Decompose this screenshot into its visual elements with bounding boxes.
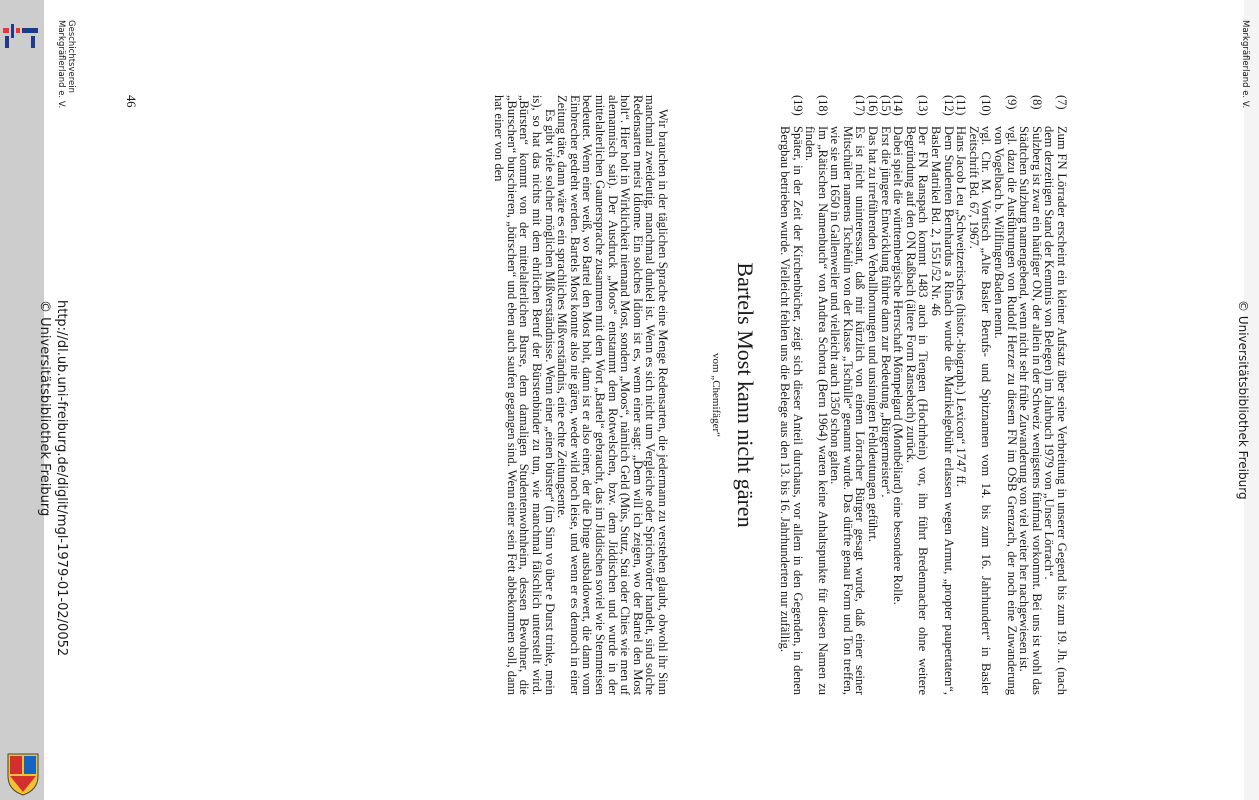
footnotes-block [778, 95, 1068, 695]
page-header-cut-small-text: Markgräflerland e. V. [1240, 20, 1250, 109]
footnote-item [929, 95, 954, 695]
footnote-number: (15) [878, 95, 893, 116]
footnote-number: (11) [954, 95, 969, 116]
article-heading [710, 95, 758, 695]
footnote-item [904, 95, 929, 695]
footnote-text: Erst die jüngere Entwicklung führte dann zur Bedeutung „Bürgermeister“. [878, 126, 893, 498]
footnote-item [992, 95, 1017, 695]
footnote-text: vgl. Chr. M. Vortisch „Alte Basler Berufs- und Spitznamen vom 14. bis zum 16. Jahrhundert“ in Basler Zeitschrift Bd. 67, 1967. [966, 126, 994, 695]
footnote-text: Hans Jacob Leu „Schweitzerisches (histor.-biograph.) Lexicon“ 1747 ff. [954, 126, 969, 487]
footnote-number: (7) [1055, 95, 1069, 110]
footnote-number: (9) [1004, 95, 1019, 110]
scanned-page [37, 0, 1250, 800]
footnote-number: (14) [891, 95, 906, 116]
footnote-number: (13) [916, 95, 931, 116]
footer-institution [56, 20, 76, 108]
footnote-item [1043, 95, 1068, 695]
footnote-text: Der FN Ranspach kommt 1483 auch in Tiengen (Hochrhein) vor, ihn führt Bredenmacher ohne weitere Begründung auf den ON Raßbach (ältere Form Ransebach) zurück. [903, 126, 931, 695]
footnote-number: (18) [815, 95, 830, 116]
footnote-number: (12) [941, 95, 956, 116]
footnote-number: (8) [1029, 95, 1044, 110]
library-logo-icon [3, 14, 41, 50]
footnote-number: (19) [790, 95, 805, 116]
footnote-text: Zum FN Lörrader erscheint ein kleiner Aufsatz über seine Verbreitung in unserer Gegend bis zum 19. Jh. (nach dem derzeitigen Stand der Kenntnis von Belegen) im Jahrbuch 1979 von „Unser Lörrach“. [1042, 126, 1069, 695]
footer-url-link[interactable]: http://dl.ub.uni-freiburg.de/diglit/mgl-1979-01-02/0052 [54, 300, 69, 657]
article-paragraph: Wir brauchen in der täglichen Sprache eine Menge Redensarten, die jedermann zu verstehen glaubt, obwohl ihr Sinn manchmal zweideutig, manchmal dunkel ist. Wenn es sich nicht um Vergleiche oder Sprichwörter handelt, sind solche Redensarten meist Idiome. Ein solches Idiom ist es, wenn einer sagt: „Dem will ich zeigen, wo der Bartel den Most holt“. Hier holt in Wirklichkeit niemand Most, sondern „Moos“, nämlich Geld (Mùs, Stutz, Stai oder Chies wie men uf alemannisch sait). Der Ausdruck „Moos“ entstammt dem Rotwelschen, bzw. dem Jiddischen und wurde in der mittelalterlichen Gaunersprache zusammen mit dem Wort „Bartel“ gebraucht, das im Jiddischen soviel wie Stemmeisen bedeutet. Wenn einer weiß, wo Bartel den Most holt, dann ist er also einer, der die Dinge ausbaldowert, die dann vom Einbrecher gedreht werden. Bartels Most konnte also nie gären, weder wild noch leise, und wenn er es dennoch in einer Zeitung täte, dann wäre es ein sprachliches Mißverständnis, eine echte Zeitungsente. [555, 95, 670, 695]
institution-line: Geschichtsverein [66, 20, 76, 94]
footnote-text: Im „Rätischen Namenbuch“ von Andrea Schorta (Bern 1964) waren keine Anhaltspunkte für diesen Namen zu finden. [803, 126, 830, 695]
footnote-number: (17) [853, 95, 868, 116]
page-number: 46 [124, 95, 138, 108]
footnote-item [1018, 95, 1043, 695]
coat-of-arms-icon [6, 752, 40, 796]
footnote-item [892, 95, 905, 695]
footnote-item [967, 95, 992, 695]
footnote-text: Sulzberg ist zwar ein häufiger ON, der allein in der Schweiz wenigstens fünfmal vorkommt. Bei uns ist wohl das Städtchen Sulzburg namengebend, wenn nicht sehr frühe Zuwanderung von viel weiter her nachgewiesen ist. [1017, 126, 1044, 695]
footnote-item [867, 95, 880, 695]
article-byline: vom „Chemifäger“ [710, 353, 722, 437]
footnote-item [778, 95, 803, 695]
footnote-number: (16) [866, 95, 881, 116]
footer-copyright: © Universitätsbibliothek Freiburg [37, 300, 52, 517]
footnote-item [955, 95, 968, 695]
footnote-text: Dabei spielt die württembergische Herrschaft Mömpelgard (Montbéliard) eine besondere Rolle. [891, 126, 906, 605]
rotated-page-content [37, 0, 1250, 800]
footnote-text: Das hat zu irreführenden Verballhornungen und unsinnigen Fehldeutungen geführt. [866, 126, 881, 542]
footnote-text: Es ist nicht uninteressant, daß mir kürzlich von einem Lörracher Bürger gesagt wurde, daß einer seiner Mitschüler namens Tschéulin von der Klasse „Tschülle“ genannt wurde. Das dürfte genau Form und Ton treffen, wie sie um 1650 in Gallenweiler und vielleicht auch 1350 schon galten. [828, 126, 868, 695]
footnote-text: vgl. dazu die Ausführungen von Rudolf Herzer zu diesem FN im OSB Grenzach, der noch eine Zuwanderung von Vogelbach b. Wilflingen/Baden nennt. [992, 126, 1019, 695]
footnote-item [829, 95, 867, 695]
footnote-text: Dem Studenten Bernhardus a Rinach wurde die Matrikelgebühr erlassen wegen Armut, „propter paupertatem“, Basler Matrikel Bd. 2, 1551/52 Nr. 46 [929, 126, 956, 695]
page-header-cut-text: © Universitätsbibliothek Freiburg [1236, 300, 1250, 500]
footnote-item [879, 95, 892, 695]
footnote-text: Später, in der Zeit der Kirchenbücher, zeigt sich dieser Anteil durchaus, vor allem in den Gegenden, in denen Bergbau betrieben wurde. Vielleicht fehlen uns die Belege aus den 13. bis 16. Jahrhunderten nur zufällig. [777, 126, 805, 695]
institution-line: Markgräflerland e. V. [56, 20, 66, 109]
article-paragraph: Es gibt viele solcher möglichen Mißverständnisse. Wenn einer „einen bürster“ (im Sinn vo über e Durst trinke, mein is), so hat das nichts mit dem ehrlichen Beruf der Bürstenbinder zu tun, wie manchmal fälschlich unterstellt wird. „Bürsten“ kommt von der mittelalterlichen Burse, dem damaligen Studentenwohnheim, dessen Bewohner, die „Burschen“ burschieren, „bürschen“ und eben auch saufen gegangen sind. Wenn einer sein Fett abbekommen soll, dann hat einer von den [492, 95, 557, 695]
footnote-item [804, 95, 829, 695]
article-body [493, 95, 669, 695]
footnote-number: (10) [979, 95, 994, 116]
article-title: Bartels Most kann nicht gären [733, 262, 758, 528]
